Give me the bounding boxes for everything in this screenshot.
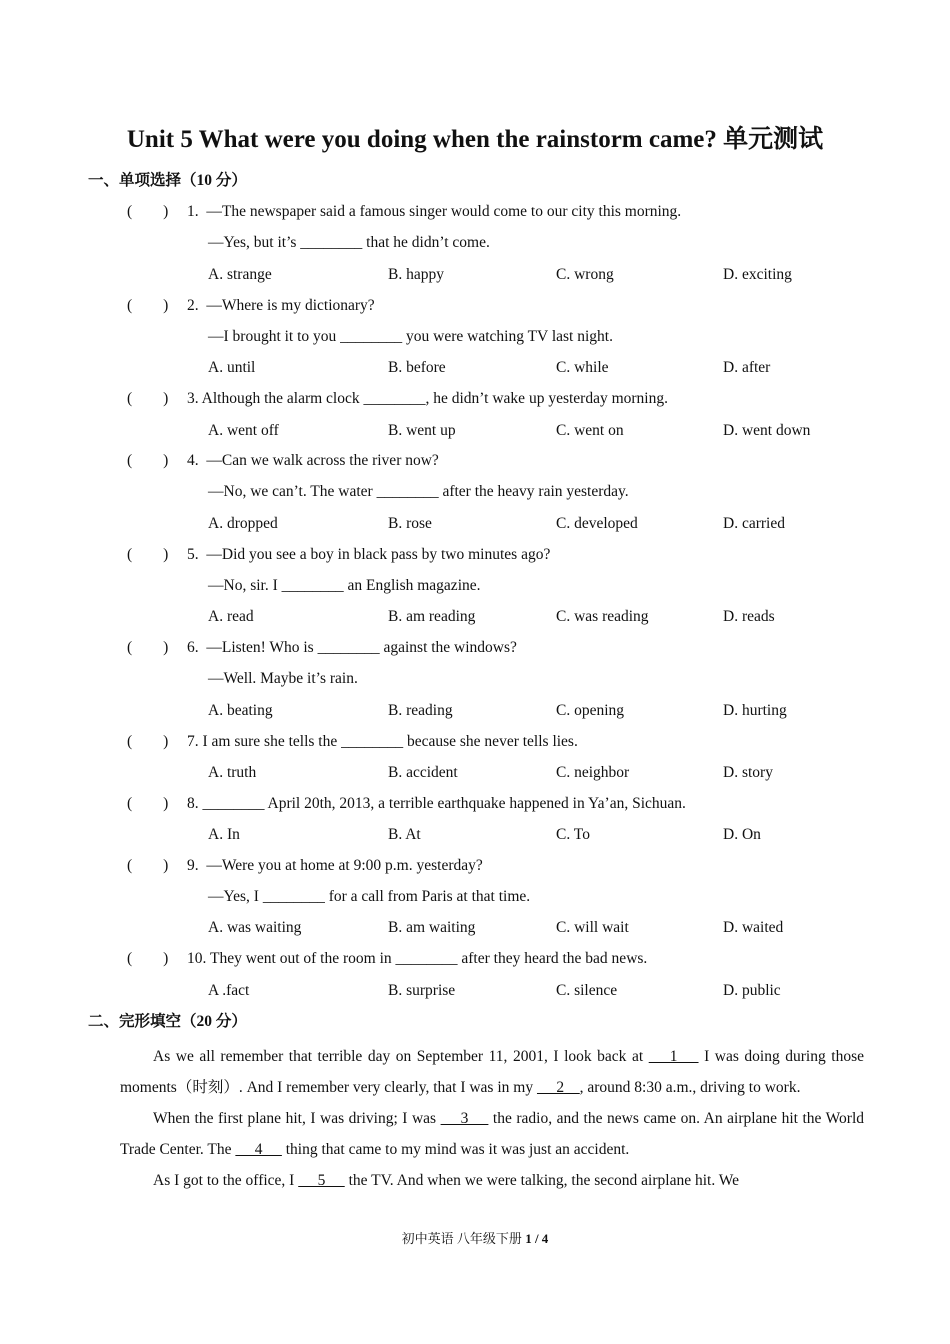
cloze-blank-3[interactable]: __3__ [440, 1110, 489, 1127]
section-heading-cloze: 二、完形填空（20 分） [88, 1013, 247, 1030]
question-stem: 3. Although the alarm clock ________, he didn’t wake up yesterday morning. [187, 390, 668, 407]
passage-text: As I got to the office, I [153, 1172, 299, 1189]
question-4 [0, 451, 950, 482]
question-stem: 10. They went out of the room in ________ after they heard the bad news. [187, 950, 648, 967]
answer-blank[interactable]: ( ) [127, 390, 169, 407]
option-b: B. went up [388, 422, 456, 439]
cloze-blank-1[interactable]: __1__ [648, 1048, 699, 1065]
cloze-blank-2[interactable]: __2__ [536, 1079, 580, 1096]
option-c: C. wrong [556, 266, 614, 283]
question-stem: 2. —Where is my dictionary? [187, 297, 375, 314]
option-c: C. opening [556, 702, 625, 719]
page-footer [0, 1230, 950, 1248]
option-b: B. At [388, 826, 421, 843]
section-heading-multiple-choice: 一、单项选择（10 分） [88, 172, 247, 189]
question-dialogue-line: —No, sir. I ________ an English magazine. [208, 577, 481, 594]
question-3 [0, 389, 950, 420]
cloze-blank-4[interactable]: __4__ [235, 1141, 282, 1158]
option-c: C. was reading [556, 608, 649, 625]
option-c: C. neighbor [556, 764, 630, 781]
answer-blank[interactable]: ( ) [127, 297, 169, 314]
option-d: D. public [723, 982, 781, 999]
cloze-blank-5[interactable]: __5__ [298, 1172, 345, 1189]
passage-text: As we all remember that terrible day on September 11, 2001, I look back at [153, 1048, 649, 1065]
option-d: D. story [723, 764, 773, 781]
option-a: A. went off [208, 422, 279, 439]
page-number: 1 / 4 [525, 1231, 549, 1246]
option-b: B. happy [388, 266, 444, 283]
question-6 [0, 638, 950, 669]
option-d: D. after [723, 359, 771, 376]
option-a: A. was waiting [208, 919, 302, 936]
question-5 [0, 545, 950, 576]
question-dialogue-line: —I brought it to you ________ you were watching TV last night. [208, 328, 613, 345]
page-title: Unit 5 What were you doing when the rainstorm came? 单元测试 [126, 126, 824, 153]
question-dialogue-line: —Yes, I ________ for a call from Paris at that time. [208, 888, 531, 905]
question-stem: 6. —Listen! Who is ________ against the windows? [187, 639, 517, 656]
option-b: B. am reading [388, 608, 476, 625]
option-b: B. reading [388, 702, 453, 719]
option-c: C. developed [556, 515, 638, 532]
option-b: B. rose [388, 515, 432, 532]
option-c: C. To [556, 826, 590, 843]
question-dialogue-line: —Well. Maybe it’s rain. [208, 670, 358, 687]
option-b: B. accident [388, 764, 458, 781]
answer-blank[interactable]: ( ) [127, 950, 169, 967]
question-10 [0, 949, 950, 980]
option-a: A .fact [208, 982, 250, 999]
option-a: A. truth [208, 764, 257, 781]
passage-text: thing that came to my mind was it was just an accident. [281, 1141, 630, 1158]
option-c: C. went on [556, 422, 624, 439]
option-c: C. silence [556, 982, 618, 999]
option-a: A. In [208, 826, 240, 843]
option-a: A. dropped [208, 515, 278, 532]
answer-blank[interactable]: ( ) [127, 795, 169, 812]
option-a: A. read [208, 608, 254, 625]
option-b: B. before [388, 359, 446, 376]
option-b: B. surprise [388, 982, 456, 999]
passage-text: , around 8:30 a.m., driving to work. [579, 1079, 801, 1096]
option-c: C. while [556, 359, 609, 376]
passage-text: When the first plane hit, I was driving; I was [153, 1110, 441, 1127]
question-stem: 5. —Did you see a boy in black pass by two minutes ago? [187, 546, 551, 563]
option-d: D. reads [723, 608, 775, 625]
option-a: A. until [208, 359, 256, 376]
passage-text: the radio, and the news came on. An airplane hit the World Trade Center. The [120, 1110, 864, 1158]
passage-text: the TV. And when we were talking, the second airplane hit. We [344, 1172, 740, 1189]
answer-blank[interactable]: ( ) [127, 857, 169, 874]
passage-text: I was doing during those moments（时刻）. And I remember very clearly, that I was in my [120, 1048, 864, 1096]
cloze-paragraph [120, 1103, 864, 1165]
option-d: D. went down [723, 422, 811, 439]
question-9 [0, 856, 950, 887]
question-dialogue-line: —No, we can’t. The water ________ after the heavy rain yesterday. [208, 483, 629, 500]
answer-blank[interactable]: ( ) [127, 733, 169, 750]
option-b: B. am waiting [388, 919, 476, 936]
answer-blank[interactable]: ( ) [127, 452, 169, 469]
question-stem: 1. —The newspaper said a famous singer would come to our city this morning. [187, 203, 682, 220]
option-d: D. carried [723, 515, 785, 532]
answer-blank[interactable]: ( ) [127, 639, 169, 656]
question-stem: 4. —Can we walk across the river now? [187, 452, 439, 469]
option-d: D. On [723, 826, 761, 843]
option-d: D. exciting [723, 266, 792, 283]
option-d: D. waited [723, 919, 784, 936]
cloze-passage [120, 1041, 864, 1196]
answer-blank[interactable]: ( ) [127, 546, 169, 563]
cloze-paragraph [120, 1165, 864, 1196]
question-dialogue-line: —Yes, but it’s ________ that he didn’t come. [208, 234, 490, 251]
footer-text: 初中英语 八年级下册 [401, 1231, 526, 1246]
option-a: A. strange [208, 266, 272, 283]
option-d: D. hurting [723, 702, 787, 719]
question-stem: 9. —Were you at home at 9:00 p.m. yesterday? [187, 857, 483, 874]
cloze-paragraph [120, 1041, 864, 1103]
question-stem: 8. ________ April 20th, 2013, a terrible earthquake happened in Ya’an, Sichuan. [187, 795, 686, 812]
option-c: C. will wait [556, 919, 629, 936]
question-stem: 7. I am sure she tells the ________ because she never tells lies. [187, 733, 578, 750]
question-1 [0, 202, 950, 233]
option-a: A. beating [208, 702, 273, 719]
question-7 [0, 732, 950, 763]
question-2 [0, 296, 950, 327]
answer-blank[interactable]: ( ) [127, 203, 169, 220]
question-8 [0, 794, 950, 825]
